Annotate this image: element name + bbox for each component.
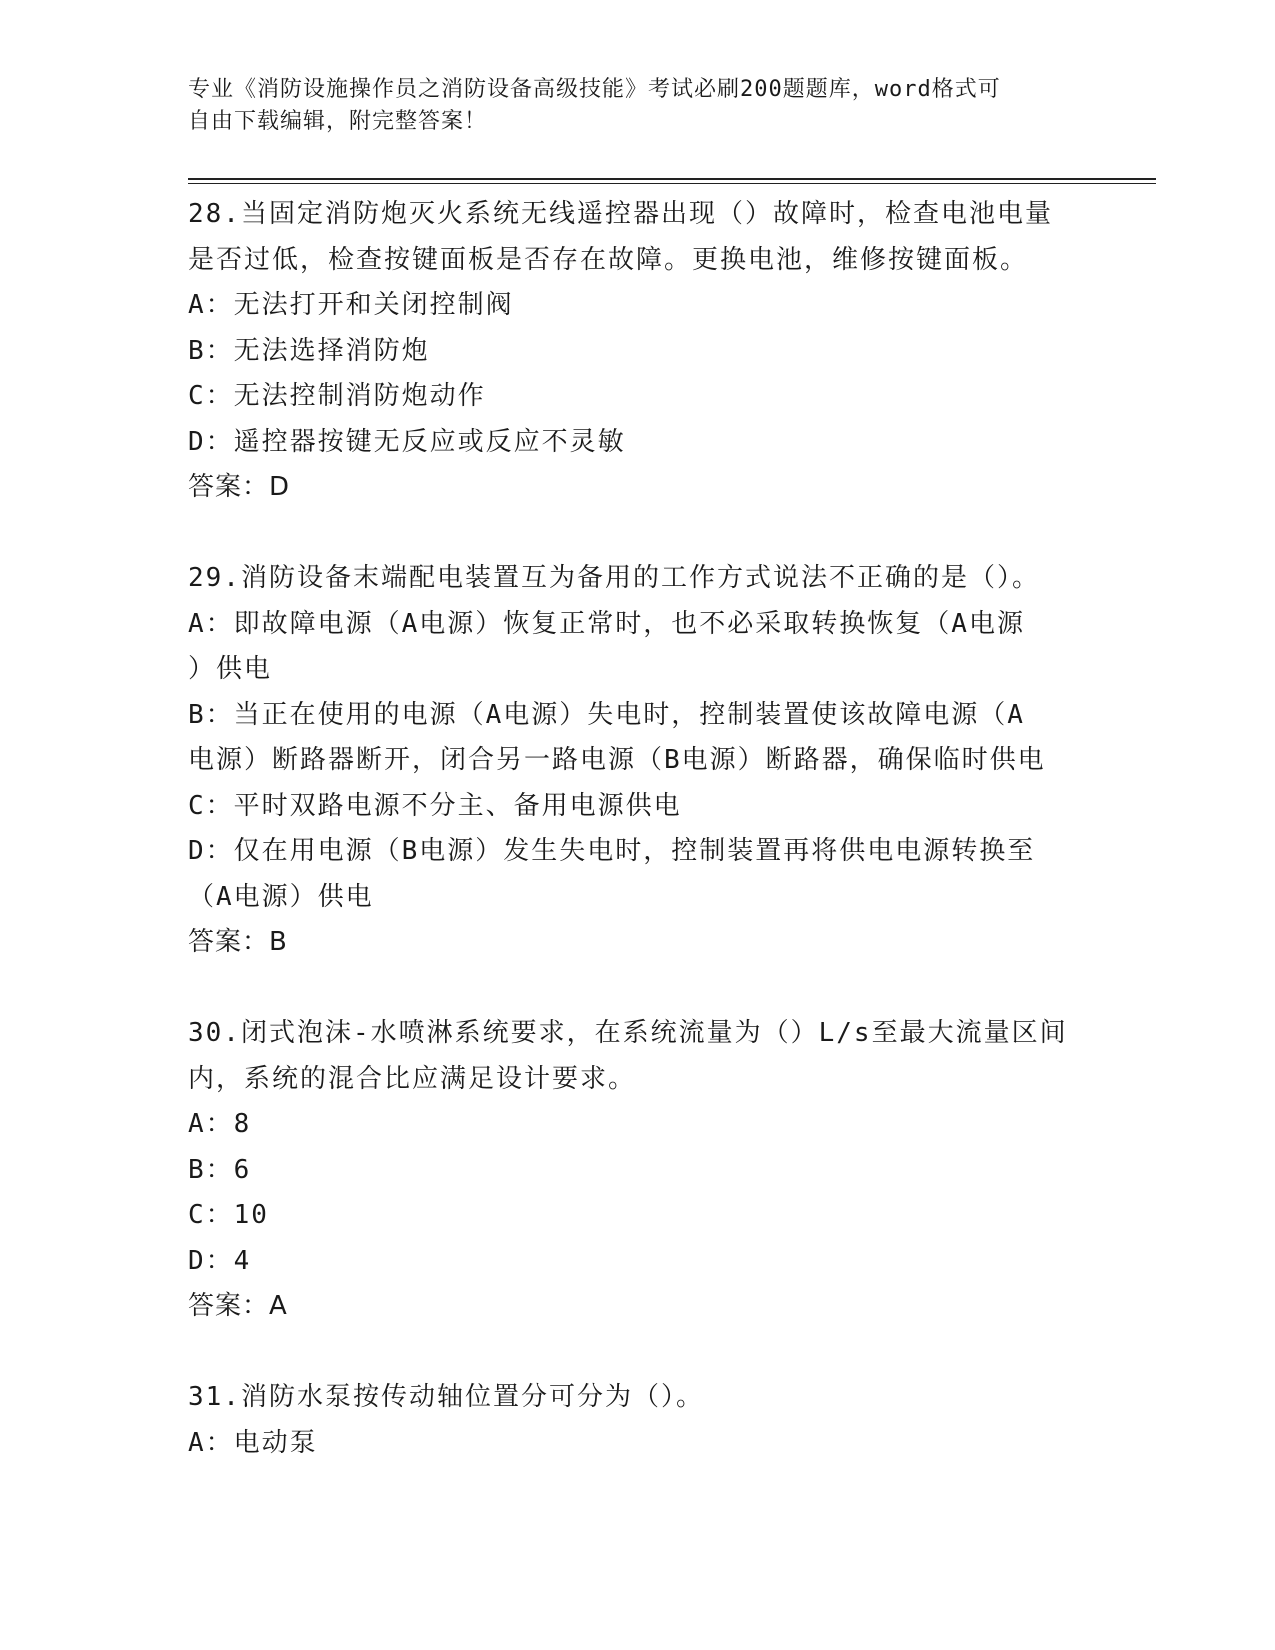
header-line-2: 自由下载编辑，附完整答案！ xyxy=(188,109,488,134)
question-stem-line: 是否过低，检查按键面板是否存在故障。更换电池，维修按键面板。 xyxy=(188,244,1029,275)
option-line: B：无法选择消防炮 xyxy=(188,335,430,366)
option-line: A：无法打开和关闭控制阀 xyxy=(188,290,514,320)
option-line: （A电源）供电 xyxy=(188,881,374,912)
option-line: B：当正在使用的电源（A电源）失电时，控制装置使该故障电源（A xyxy=(188,699,1025,730)
option-line: B：6 xyxy=(188,1154,252,1185)
question-block xyxy=(188,1011,1088,1375)
option-line: A：电动泵 xyxy=(188,1427,318,1458)
question-block xyxy=(188,192,1088,556)
option-line: C：10 xyxy=(188,1200,269,1230)
question-spacer xyxy=(188,1330,1088,1376)
document-header xyxy=(188,74,1088,138)
option-line: 电源）断路器断开，闭合另一路电源（B电源）断路器，确保临时供电 xyxy=(188,745,1046,775)
option-line: D：遥控器按键无反应或反应不灵敏 xyxy=(188,426,626,457)
question-stem-line: 29.消防设备末端配电装置互为备用的工作方式说法不正确的是（）。 xyxy=(188,563,1040,593)
option-line: D：仅在用电源（B电源）发生失电时，控制装置再将供电电源转换至 xyxy=(188,836,1036,866)
question-stem-line: 28.当固定消防炮灭火系统无线遥控器出现（）故障时，检查电池电量 xyxy=(188,199,1053,229)
question-stem-line: 内，系统的混合比应满足设计要求。 xyxy=(188,1063,637,1094)
question-spacer xyxy=(188,966,1088,1012)
option-line: D：4 xyxy=(188,1245,252,1276)
question-stem-line: 30.闭式泡沫-水喷淋系统要求，在系统流量为（）L/s至最大流量区间 xyxy=(188,1018,1068,1048)
option-line: C：无法控制消防炮动作 xyxy=(188,381,486,411)
question-stem-line: 31.消防水泵按传动轴位置分可分为（）。 xyxy=(188,1382,704,1412)
question-spacer xyxy=(188,511,1088,557)
question-block xyxy=(188,1375,1088,1466)
option-line: A：即故障电源（A电源）恢复正常时，也不必采取转换恢复（A电源 xyxy=(188,608,1025,639)
option-line: C：平时双路电源不分主、备用电源供电 xyxy=(188,790,682,821)
question-block xyxy=(188,556,1088,1011)
header-divider-thin xyxy=(188,183,1156,184)
option-line: A：8 xyxy=(188,1109,252,1139)
answer-line: 答案：A xyxy=(188,1291,288,1321)
answer-line: 答案：D xyxy=(188,472,291,502)
question-list xyxy=(188,192,1088,1466)
header-divider-thick xyxy=(188,178,1156,180)
header-line-1: 专业《消防设施操作员之消防设备高级技能》考试必刷200题题库，word格式可 xyxy=(188,77,1001,102)
option-line: ）供电 xyxy=(188,654,273,684)
answer-line: 答案：B xyxy=(188,927,288,957)
